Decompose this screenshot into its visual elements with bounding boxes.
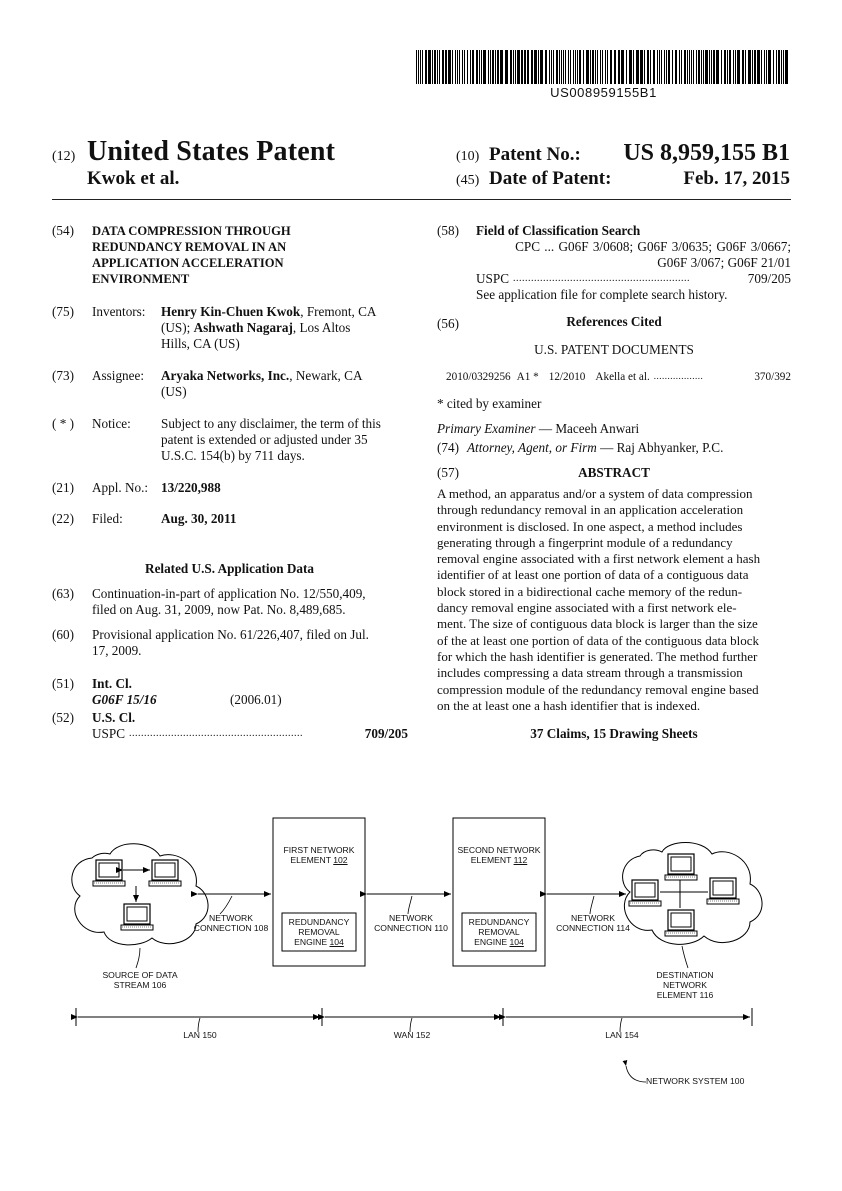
barcode-bar (602, 50, 603, 84)
rre-line: ENGINE (474, 937, 510, 947)
code-60: (60) (52, 627, 74, 642)
barcode-bar (577, 50, 578, 84)
patent-number: US 8,959,155 B1 (623, 140, 790, 166)
barcode-bar (696, 50, 697, 84)
barcode-bars (416, 50, 791, 84)
barcode-bar (698, 50, 700, 84)
barcode-bar (462, 50, 463, 84)
see-application: See application file for complete search history. (476, 287, 728, 302)
first-ne-line: FIRST NETWORK (283, 845, 355, 855)
barcode-bar (470, 50, 471, 84)
us-docs-heading: U.S. PATENT DOCUMENTS (534, 342, 694, 357)
abstract-line: generating through a fingerprint module of a redundancy (437, 534, 733, 550)
barcode-bar (618, 50, 620, 84)
barcode-bar (659, 50, 660, 84)
connection-line: CONNECTION 108 (193, 923, 269, 933)
barcode-bar (754, 50, 756, 84)
notice-line: Subject to any disclaimer, the term of this (161, 416, 381, 431)
abstract-line: identifier of at least one portion of data of a contiguous data (437, 567, 749, 583)
inventors (161, 304, 411, 352)
attorney-label: Attorney, Agent, or Firm (467, 440, 597, 455)
date-label: Date of Patent: (489, 168, 612, 189)
rre-line: ENGINE (294, 937, 330, 947)
barcode-bar (476, 50, 478, 84)
assignee (161, 368, 411, 400)
barcode-bar (551, 50, 552, 84)
barcode-bar (521, 50, 523, 84)
connection-114-label (548, 913, 638, 933)
title-line: DATA COMPRESSION THROUGH (92, 224, 291, 238)
barcode-bar (597, 50, 598, 84)
rre-number: 104 (509, 937, 524, 947)
barcode-bar (556, 50, 558, 84)
uspc-label: USPC (92, 726, 125, 741)
barcode-bar (432, 50, 433, 84)
rre-line: REMOVAL (478, 927, 520, 937)
references-heading: References Cited (566, 314, 662, 329)
continuation-line: filed on Aug. 31, 2009, now Pat. No. 8,489,685. (92, 602, 346, 617)
barcode-bar (490, 50, 491, 84)
barcode-bar (595, 50, 596, 84)
abstract-line: for which the hash identifier is generated. The method further (437, 648, 758, 664)
abstract-line: through redundancy removal in an application acceleration (437, 502, 744, 518)
barcode-bar (605, 50, 606, 84)
barcode-bar (452, 50, 453, 84)
barcode-bar (439, 50, 440, 84)
barcode-bar (492, 50, 494, 84)
barcode-bar (614, 50, 616, 84)
barcode-bar (650, 50, 651, 84)
barcode-bar (764, 50, 765, 84)
barcode-bar (559, 50, 560, 84)
barcode-bar (647, 50, 649, 84)
barcode-bar (420, 50, 421, 84)
barcode-bar (742, 50, 744, 84)
barcode-bar (733, 50, 734, 84)
intcl-label: Int. Cl. (92, 676, 132, 691)
code-56: (56) (437, 316, 459, 331)
provisional (92, 627, 410, 659)
barcode-bar (418, 50, 419, 84)
code-75: (75) (52, 304, 74, 319)
barcode-bar (657, 50, 658, 84)
notice-label: Notice: (92, 416, 131, 431)
barcode-bar (488, 50, 489, 84)
inventor-short: Kwok et al. (87, 168, 180, 189)
filed-label: Filed: (92, 511, 123, 526)
notice-line: patent is extended or adjusted under 35 (161, 432, 368, 447)
barcode-bar (633, 50, 634, 84)
barcode-bar (479, 50, 480, 84)
barcode-bar (448, 50, 451, 84)
barcode-bar (773, 50, 774, 84)
intcl-code: G06F 15/16 (92, 692, 157, 707)
barcode-bar (459, 50, 460, 84)
connection-108-label (186, 913, 276, 933)
barcode-bar (437, 50, 438, 84)
attorney (467, 440, 723, 456)
barcode-bar (472, 50, 474, 84)
wan-152-label: WAN 152 (393, 1030, 431, 1040)
barcode-bar (467, 50, 468, 84)
connection-line: CONNECTION 110 (374, 923, 448, 933)
barcode-bar (684, 50, 686, 84)
barcode-bar (428, 50, 431, 84)
barcode-bar (735, 50, 736, 84)
barcode-bar (701, 50, 702, 84)
source-line: SOURCE OF DATA (102, 970, 178, 980)
barcode-bar (464, 50, 465, 84)
second-ne-number: 112 (513, 855, 528, 865)
barcode-bar (483, 50, 486, 84)
barcode-bar (586, 50, 589, 84)
barcode-bar (729, 50, 731, 84)
code-54: (54) (52, 223, 74, 238)
barcode-bar (693, 50, 694, 84)
code-51: (51) (52, 676, 74, 691)
assignee-name: Aryaka Networks, Inc. (161, 368, 290, 383)
inventors-label: Inventors: (92, 304, 146, 319)
barcode-bar (524, 50, 526, 84)
barcode-bar (661, 50, 662, 84)
barcode-bar (600, 50, 601, 84)
barcode-bar (766, 50, 767, 84)
uscl-label: U.S. Cl. (92, 710, 136, 725)
cited-by-examiner: * cited by examiner (437, 396, 542, 411)
provisional-line: 17, 2009. (92, 643, 142, 658)
barcode-bar (573, 50, 574, 84)
barcode-bar (457, 50, 458, 84)
barcode-bar (653, 50, 655, 84)
barcode-bar (545, 50, 547, 84)
assignee-label: Assignee: (92, 368, 145, 383)
filed-date: Aug. 30, 2011 (161, 511, 237, 526)
barcode-bar (711, 50, 712, 84)
notice-text (161, 416, 407, 464)
barcode-bar (531, 50, 533, 84)
barcode-bar (445, 50, 447, 84)
barcode-bar (737, 50, 740, 84)
assignee-location: , Newark, CA (289, 368, 363, 383)
second-ne-line: ELEMENT (470, 855, 514, 865)
rre-2-label (462, 917, 536, 947)
code-21: (21) (52, 480, 74, 495)
abstract-line: dancy removal engine associated with a first network ele- (437, 600, 737, 616)
barcode-bar (434, 50, 436, 84)
title-line: REDUNDANCY REMOVAL IN AN (92, 240, 287, 254)
barcode-bar (575, 50, 576, 84)
appl-no-label: Appl. No.: (92, 480, 149, 495)
header-code-10: (10) (456, 149, 480, 164)
barcode-bar (716, 50, 719, 84)
inventor-1: Henry Kin-Chuen Kwok (161, 304, 301, 319)
uspc-value: 709/205 (364, 726, 408, 741)
second-ne-label (453, 845, 545, 865)
barcode-bar (745, 50, 746, 84)
abstract-line: removal engine associated with a first network element a hash (437, 551, 761, 567)
source-label (92, 970, 188, 990)
abstract-line: block stored in a bidirectional cache memory of the redun- (437, 583, 743, 599)
barcode-bar (703, 50, 704, 84)
code-22: (22) (52, 511, 74, 526)
barcode-bar (636, 50, 639, 84)
barcode-bar (757, 50, 760, 84)
barcode-bar (713, 50, 715, 84)
attorney-name: — Raj Abhyanker, P.C. (596, 440, 724, 455)
barcode-bar (497, 50, 499, 84)
connection-line: NETWORK (389, 913, 433, 923)
source-line: STREAM 106 (113, 980, 167, 990)
barcode-bar (691, 50, 692, 84)
barcode-bar (776, 50, 777, 84)
barcode-bar (672, 50, 673, 84)
abstract-line: of the at least one portion of data of the contiguous data block (437, 632, 760, 648)
barcode-bar (505, 50, 508, 84)
title-line: APPLICATION ACCELERATION (92, 256, 284, 270)
barcode-bar (583, 50, 584, 84)
field-heading: Field of Classification Search (476, 223, 641, 238)
reference-row (446, 371, 791, 383)
barcode-bar (442, 50, 444, 84)
reference-class: 370/392 (754, 371, 791, 383)
field-uspc-leader: ........................................................... (513, 273, 690, 284)
barcode-bar (681, 50, 682, 84)
rre-1-label (282, 917, 356, 947)
examiner-label: Primary Examiner (437, 421, 536, 436)
uspc-row (92, 726, 408, 742)
reference-name: Akella et al. (595, 371, 650, 383)
field-uspc-value: 709/205 (747, 271, 791, 286)
barcode-bar (640, 50, 643, 84)
barcode-bar (783, 50, 784, 84)
barcode-bar (527, 50, 529, 84)
patent-date: Feb. 17, 2015 (683, 168, 790, 189)
barcode-bar (513, 50, 514, 84)
abstract-line: environment is disclosed. In one aspect, a method includes (437, 518, 743, 534)
examiner-name: — Maceeh Anwari (535, 421, 640, 436)
barcode-bar (495, 50, 496, 84)
connection-line: NETWORK (209, 913, 253, 923)
abstract-line: A method, an apparatus and/or a system of data compression (437, 486, 753, 501)
title-line: ENVIRONMENT (92, 272, 190, 286)
barcode-bar (705, 50, 708, 84)
rre-line: REDUNDANCY (468, 917, 530, 927)
barcode-bar (709, 50, 710, 84)
patent-no-label: Patent No.: (489, 144, 581, 165)
header-divider (52, 199, 791, 200)
barcode-bar (563, 50, 564, 84)
reference-number: 2010/0329256 (446, 371, 511, 383)
first-ne-line: ELEMENT (290, 855, 334, 865)
abstract-heading: ABSTRACT (578, 465, 650, 480)
code-58: (58) (437, 223, 459, 238)
barcode-bar (570, 50, 571, 84)
second-ne-line: SECOND NETWORK (457, 845, 541, 855)
notice-line: U.S.C. 154(b) by 711 days. (161, 448, 305, 463)
reference-kind: A1 * (516, 371, 539, 383)
connection-line: NETWORK (571, 913, 615, 923)
barcode-bar (534, 50, 537, 84)
barcode-bar (561, 50, 562, 84)
destination-line: DESTINATION (656, 970, 714, 980)
claims-summary: 37 Claims, 15 Drawing Sheets (530, 726, 698, 741)
barcode-bar (761, 50, 762, 84)
barcode-bar (590, 50, 591, 84)
destination-label (640, 970, 730, 1000)
barcode-bar (675, 50, 677, 84)
code-57: (57) (437, 465, 459, 480)
header-code-45: (45) (456, 173, 480, 188)
barcode-bar (565, 50, 566, 84)
reference-date: 12/2010 (548, 371, 586, 383)
patent-title: United States Patent (87, 136, 336, 167)
cpc-line-2: G06F 3/067; G06F 21/01 (657, 255, 791, 270)
barcode-bar (568, 50, 569, 84)
destination-line: NETWORK (663, 980, 707, 990)
barcode-bar (679, 50, 680, 84)
barcode-bar (579, 50, 581, 84)
inventor-2-location-cont: Hills, CA (US) (161, 336, 240, 351)
destination-line: ELEMENT 116 (656, 990, 714, 1000)
abstract-line: includes compressing a data stream through a transmission (437, 665, 743, 681)
code-52: (52) (52, 710, 74, 725)
field-uspc-row (476, 271, 791, 287)
network-figure (0, 800, 842, 1100)
barcode-bar (629, 50, 632, 84)
continuation-line: Continuation-in-part of application No. 12/550,409, (92, 586, 366, 601)
barcode-bar (540, 50, 543, 84)
field-uspc-label: USPC (476, 271, 509, 286)
barcode-bar (510, 50, 512, 84)
inventor-2-location: , Los Altos (292, 320, 351, 335)
network-system-label: NETWORK SYSTEM 100 (646, 1076, 745, 1086)
barcode-bar (664, 50, 665, 84)
barcode-bar (687, 50, 688, 84)
connection-110-label (366, 913, 456, 933)
appl-no: 13/220,988 (161, 480, 221, 495)
barcode-bar (727, 50, 728, 84)
reference-leader: .................. (653, 371, 704, 381)
barcode-bar (666, 50, 667, 84)
barcode-bar (668, 50, 670, 84)
barcode-bar (610, 50, 612, 84)
barcode-bar (626, 50, 627, 84)
abstract-line: on the at least one a hash identifier that is indexed. (437, 697, 701, 713)
barcode-bar (689, 50, 690, 84)
code-73: (73) (52, 368, 74, 383)
intcl-year: (2006.01) (230, 692, 282, 707)
barcode-bar (425, 50, 427, 84)
barcode-bar (549, 50, 550, 84)
barcode-bar (592, 50, 594, 84)
barcode-bar (752, 50, 753, 84)
inventor-1-location: , Fremont, CA (300, 304, 377, 319)
barcode-bar (500, 50, 503, 84)
abstract-text (437, 486, 791, 714)
assignee-country: (US) (161, 384, 187, 399)
header-code-12: (12) (52, 149, 76, 164)
barcode-bar (517, 50, 520, 84)
connection-line: CONNECTION 114 (556, 923, 630, 933)
primary-examiner (437, 421, 639, 437)
barcode (416, 50, 791, 100)
barcode-bar (455, 50, 456, 84)
barcode-bar (724, 50, 726, 84)
provisional-line: Provisional application No. 61/226,407, filed on Jul. (92, 627, 369, 642)
barcode-bar (538, 50, 539, 84)
barcode-bar (778, 50, 780, 84)
barcode-number: US008959155B1 (550, 85, 657, 100)
barcode-bar (781, 50, 782, 84)
first-ne-number: 102 (333, 855, 348, 865)
lan-150-label: LAN 150 (183, 1030, 217, 1040)
continuation (92, 586, 410, 618)
barcode-bar (422, 50, 423, 84)
inventor-1-country: (US); (161, 320, 194, 335)
rre-number: 104 (329, 937, 344, 947)
related-heading: Related U.S. Application Data (145, 561, 314, 576)
abstract-line: compression module of the redundancy removal engine based (437, 681, 759, 697)
code-74: (74) (437, 440, 459, 455)
barcode-bar (721, 50, 722, 84)
barcode-bar (644, 50, 645, 84)
barcode-bar (515, 50, 516, 84)
lan-154-label: LAN 154 (605, 1030, 639, 1040)
barcode-bar (481, 50, 482, 84)
invention-title (92, 223, 291, 287)
barcode-bar (621, 50, 624, 84)
code-notice: ( * ) (52, 416, 74, 431)
barcode-bar (768, 50, 771, 84)
barcode-bar (748, 50, 751, 84)
barcode-bar (416, 50, 417, 84)
barcode-bar (553, 50, 554, 84)
rre-line: REMOVAL (298, 927, 340, 937)
inventor-2: Ashwath Nagaraj (193, 320, 293, 335)
barcode-bar (785, 50, 788, 84)
barcode-bar (607, 50, 608, 84)
first-ne-label (273, 845, 365, 865)
uspc-leader: .......................................................... (129, 728, 303, 739)
cpc-line-1: CPC ... G06F 3/0608; G06F 3/0635; G06F 3/0667; (515, 239, 791, 254)
code-63: (63) (52, 586, 74, 601)
abstract-line: ment. The size of contiguous data block is larger than the size (437, 616, 758, 632)
rre-line: REDUNDANCY (288, 917, 350, 927)
